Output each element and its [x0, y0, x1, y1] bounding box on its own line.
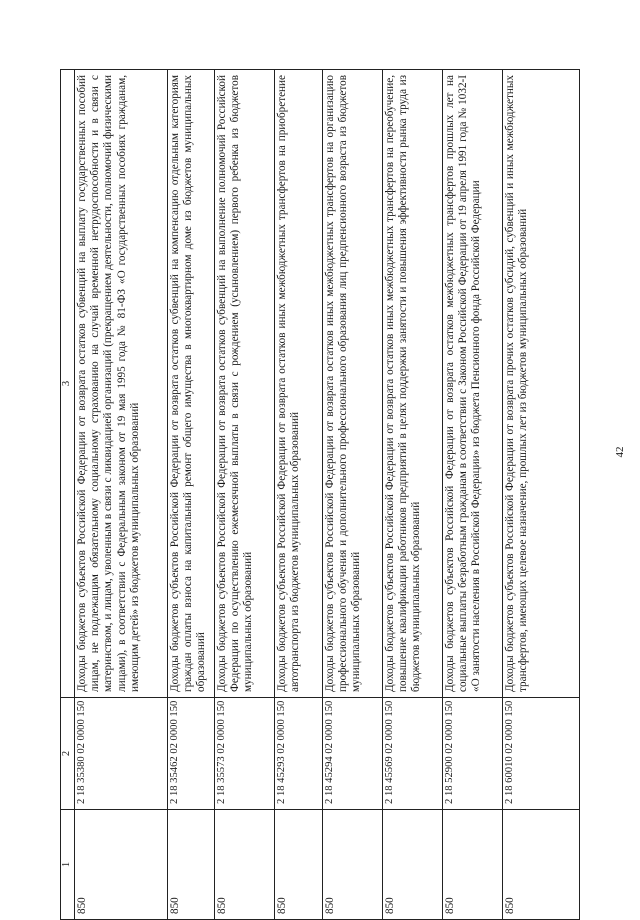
admin-code-cell: 850	[502, 810, 579, 920]
column-header-kbk: 2	[61, 698, 75, 810]
column-header-description: 3	[61, 70, 75, 698]
kbk-code-cell: 2 18 45569 02 0000 150	[382, 698, 442, 810]
description-cell: Доходы бюджетов субъектов Российской Федерации от возврата прочих остатков субсидий, субвенций и иных межбюджетных трансфертов, имеющих целевое назначение, прошлых лет из бюджетов муниципальных образований	[502, 70, 579, 698]
description-cell: Доходы бюджетов субъектов Российской Федерации от возврата остатков иных межбюджетных трансфертов на организацию профессионального обучения и дополнительного профессионального образования лиц предпенсионного возраста из бюджетов муниципальных образований	[322, 70, 382, 698]
description-cell: Доходы бюджетов субъектов Российской Федерации от возврата остатков иных межбюджетных трансфертов на переобучение, повышение квалификации работников предприятий в целях поддержки занятости и повышения эффективности рынка труда из бюджетов муниципальных образований	[382, 70, 442, 698]
kbk-code-cell: 2 18 60010 02 0000 150	[502, 698, 579, 810]
admin-code-cell: 850	[214, 810, 274, 920]
page-number: 42	[614, 446, 626, 458]
revenue-codes-table	[60, 69, 580, 920]
admin-code-cell: 850	[274, 810, 322, 920]
kbk-code-cell: 2 18 52900 02 0000 150	[442, 698, 502, 810]
admin-code-cell: 850	[322, 810, 382, 920]
column-header-admin-code: 1	[61, 810, 75, 920]
description-cell: Доходы бюджетов субъектов Российской Федерации от возврата остатков субвенций на компенсацию отдельным категориям граждан оплаты взноса на капитальный ремонт общего имущества в многоквартирном доме из бюджетов муниципальных образований	[167, 70, 214, 698]
table-row	[74, 70, 167, 920]
table-row	[167, 70, 214, 920]
kbk-code-cell: 2 18 35573 02 0000 150	[214, 698, 274, 810]
description-cell: Доходы бюджетов субъектов Российской Федерации от возврата остатков межбюджетных трансфертов прошлых лет на социальные выплаты безработным гражданам в соответствии с Законом Российской Федерации от 19 апреля 1991 года № 1032-I «О занятости населения в Российской Федерации» из бюджета Пенсионного фонда Российской Федерации	[442, 70, 502, 698]
rotated-table-container	[60, 70, 580, 920]
kbk-code-cell: 2 18 45294 02 0000 150	[322, 698, 382, 810]
table-header-row	[61, 70, 75, 920]
kbk-code-cell: 2 18 35380 02 0000 150	[74, 698, 167, 810]
admin-code-cell: 850	[442, 810, 502, 920]
description-cell: Доходы бюджетов субъектов Российской Федерации от возврата остатков субвенций на выполнение полномочий Российской Федерации по осуществлению ежемесячной выплаты в связи с рождением (усыновлением) первого ребенка из бюджетов муниципальных образований	[214, 70, 274, 698]
table-row	[442, 70, 502, 920]
admin-code-cell: 850	[167, 810, 214, 920]
table-row	[502, 70, 579, 920]
table-row	[322, 70, 382, 920]
description-cell: Доходы бюджетов субъектов Российской Федерации от возврата остатков иных межбюджетных трансфертов на приобретение автотранспорта из бюджетов муниципальных образований	[274, 70, 322, 698]
admin-code-cell: 850	[74, 810, 167, 920]
kbk-code-cell: 2 18 45293 02 0000 150	[274, 698, 322, 810]
description-cell: Доходы бюджетов субъектов Российской Федерации от возврата остатков субвенций на выплату государственных пособий лицам, не подлежащим обязательному социальному страхованию на случай временной нетрудоспособности и в связи с материнством, и лицам, уволенным в связи с ликвидацией организаций (прекращением деятельности, полномочий физическими лицами), в соответствии с Федеральным законом от 19 мая 1995 года № 81-ФЗ «О государственных пособиях гражданам, имеющим детей» из бюджетов муниципальных образований	[74, 70, 167, 698]
kbk-code-cell: 2 18 35462 02 0000 150	[167, 698, 214, 810]
table-row	[214, 70, 274, 920]
table-row	[274, 70, 322, 920]
table-row	[382, 70, 442, 920]
admin-code-cell: 850	[382, 810, 442, 920]
